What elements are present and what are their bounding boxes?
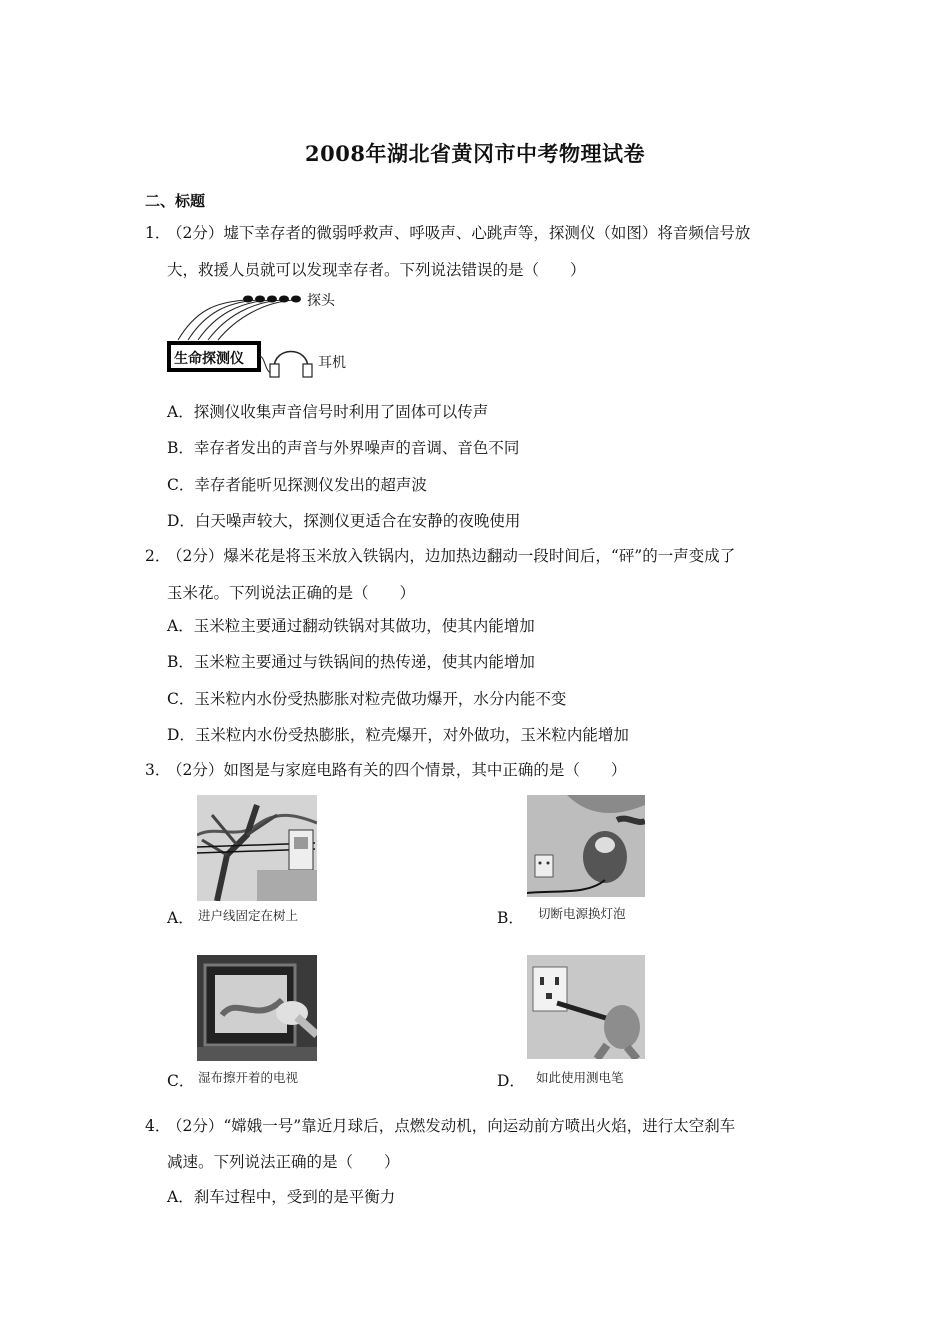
tree-wire-illustration <box>197 795 317 901</box>
option-b-caption: 切断电源换灯泡 <box>538 906 626 921</box>
option-d: D．白天噪声较大，探测仪更适合在安静的夜晚使用 <box>167 512 521 530</box>
question-text-continued: 玉米花。下列说法正确的是（ ） <box>167 584 416 602</box>
question-text: （2分）如图是与家庭电路有关的四个情景，其中正确的是（ ） <box>167 761 627 779</box>
option-c-letter: C． <box>167 1072 195 1090</box>
question-number: 3． <box>145 761 171 779</box>
question-4 <box>145 1116 735 1136</box>
option-b-letter: B． <box>497 909 524 927</box>
option-a: A．探测仪收集声音信号时利用了固体可以传声 <box>167 403 489 421</box>
life-detector-figure <box>166 290 366 382</box>
option-a-caption: 进户线固定在树上 <box>198 908 299 923</box>
question-text: （2分）爆米花是将玉米放入铁锅内，边加热边翻动一段时间后，“砰”的一声变成了 <box>167 547 736 565</box>
option-c: C．幸存者能听见探测仪发出的超声波 <box>167 476 427 494</box>
option-b: B．玉米粒主要通过与铁锅间的热传递，使其内能增加 <box>167 653 535 671</box>
test-pen-illustration <box>527 955 645 1059</box>
question-3 <box>145 760 626 780</box>
question-number: 1． <box>145 224 171 242</box>
bulb-illustration <box>527 795 645 897</box>
photo-wet-cloth-tv <box>197 955 317 1061</box>
photo-test-pen <box>527 955 645 1059</box>
option-d: D．玉米粒内水份受热膨胀，粒壳爆开，对外做功，玉米粒内能增加 <box>167 726 629 744</box>
question-number: 2． <box>145 547 171 565</box>
question-2 <box>145 546 735 566</box>
option-d-letter: D． <box>497 1072 525 1090</box>
tv-illustration <box>197 955 317 1061</box>
option-b: B．幸存者发出的声音与外界噪声的音调、音色不同 <box>167 439 520 457</box>
page-title: 2008年湖北省黄冈市中考物理试卷 <box>305 141 645 166</box>
option-c: C．玉米粒内水份受热膨胀对粒壳做功爆开，水分内能不变 <box>167 690 567 708</box>
question-1 <box>145 223 750 243</box>
question-text-continued: 大，救援人员就可以发现幸存者。下列说法错误的是（ ） <box>167 261 586 279</box>
option-a-letter: A． <box>167 909 194 927</box>
photo-changing-bulb <box>527 795 645 897</box>
earphone-label: 耳机 <box>318 355 346 371</box>
question-text: （2分）“嫦娥一号”靠近月球后，点燃发动机，向运动前方喷出火焰，进行太空刹车 <box>167 1117 736 1135</box>
section-heading: 二、标题 <box>145 192 206 210</box>
question-text-continued: 减速。下列说法正确的是（ ） <box>167 1153 400 1171</box>
photo-wire-on-tree <box>197 795 317 901</box>
question-number: 4． <box>145 1117 171 1135</box>
probe-label: 探头 <box>307 293 335 309</box>
option-d-caption: 如此使用测电笔 <box>536 1070 624 1085</box>
device-label: 生命探测仪 <box>174 351 244 367</box>
option-a: A．玉米粒主要通过翻动铁锅对其做功，使其内能增加 <box>167 617 535 635</box>
option-c-caption: 湿布擦开着的电视 <box>198 1070 299 1085</box>
question-text: （2分）墟下幸存者的微弱呼救声、呼吸声、心跳声等，探测仪（如图）将音频信号放 <box>167 224 751 242</box>
option-a: A．刹车过程中，受到的是平衡力 <box>167 1188 396 1206</box>
